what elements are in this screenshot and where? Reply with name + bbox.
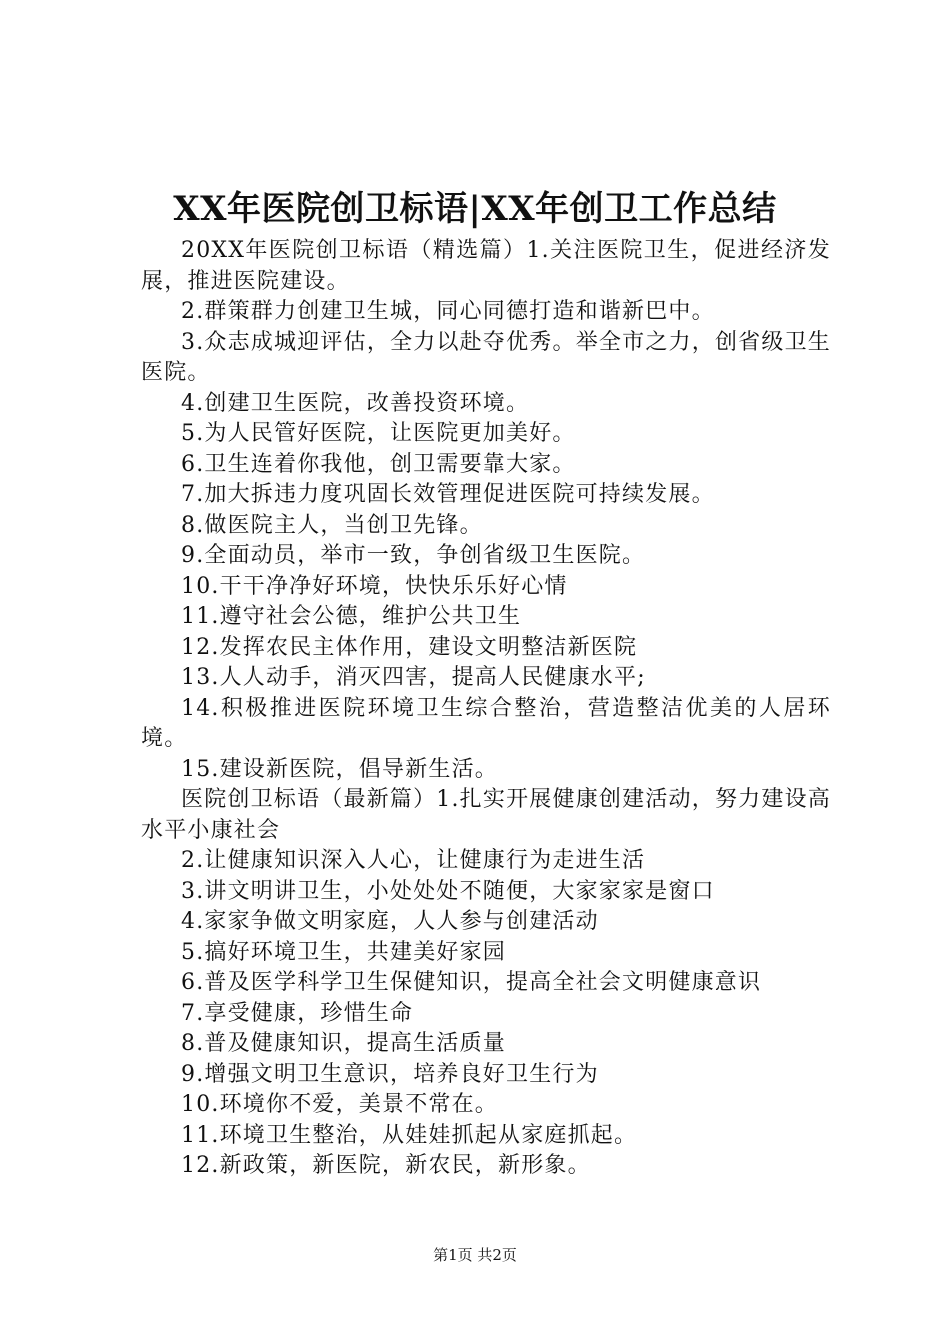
- page-footer: 第1页 共2页: [433, 1246, 517, 1264]
- document-body: [141, 236, 831, 1182]
- paragraph: 5.搞好环境卫生，共建美好家园: [181, 939, 506, 965]
- paragraph: 6.卫生连着你我他，创卫需要靠大家。: [181, 451, 576, 477]
- paragraph: 7.享受健康，珍惜生命: [181, 1000, 414, 1026]
- paragraph: 8.普及健康知识，提高生活质量: [181, 1031, 506, 1056]
- paragraph: 6.普及医学科学卫生保健知识，提高全社会文明健康意识: [181, 970, 762, 995]
- paragraph: 2.群策群力创建卫生城，同心同德打造和谐新巴中。: [181, 299, 715, 324]
- paragraph: 7.加大拆违力度巩固长效管理促进医院可持续发展。: [181, 482, 715, 507]
- paragraph: 11.遵守社会公德，维护公共卫生: [181, 604, 522, 629]
- paragraph: 11.环境卫生整治，从娃娃抓起从家庭抓起。: [181, 1122, 638, 1148]
- document-title: XX年医院创卫标语|XX年创卫工作总结: [173, 189, 777, 229]
- paragraph: 10.干干净净好环境，快快乐乐好心情: [181, 573, 568, 599]
- paragraph: 15.建设新医院，倡导新生活。: [181, 756, 498, 782]
- paragraph: 4.创建卫生医院，改善投资环境。: [181, 390, 530, 416]
- paragraph: 14.积极推进医院环境卫生综合整治，营造整洁优美的人居环境。: [141, 695, 831, 751]
- paragraph: 12.新政策，新医院，新农民，新形象。: [181, 1153, 591, 1178]
- paragraph: 10.环境你不爱，美景不常在。: [181, 1092, 498, 1117]
- paragraph: 12.发挥农民主体作用，建设文明整洁新医院: [181, 634, 638, 660]
- paragraph: 4.家家争做文明家庭，人人参与创建活动: [181, 909, 599, 934]
- paragraph: 20XX年医院创卫标语（精选篇）1.关注医院卫生，促进经济发展，推进医院建设。: [141, 238, 831, 294]
- paragraph: 9.增强文明卫生意识，培养良好卫生行为: [181, 1061, 599, 1087]
- paragraph: 2.让健康知识深入人心，让健康行为走进生活: [181, 848, 646, 873]
- paragraph: 5.为人民管好医院，让医院更加美好。: [181, 421, 576, 446]
- paragraph: 8.做医院主人，当创卫先锋。: [181, 512, 483, 538]
- paragraph: 医院创卫标语（最新篇）1.扎实开展健康创建活动，努力建设高水平小康社会: [141, 787, 831, 843]
- paragraph: 3.讲文明讲卫生，小处处处不随便，大家家家是窗口: [181, 878, 715, 904]
- paragraph: 13.人人动手，消灭四害，提高人民健康水平;: [181, 665, 646, 690]
- paragraph: 9.全面动员，举市一致，争创省级卫生医院。: [181, 543, 646, 568]
- paragraph: 3.众志成城迎评估，全力以赴夺优秀。举全市之力，创省级卫生医院。: [141, 329, 831, 385]
